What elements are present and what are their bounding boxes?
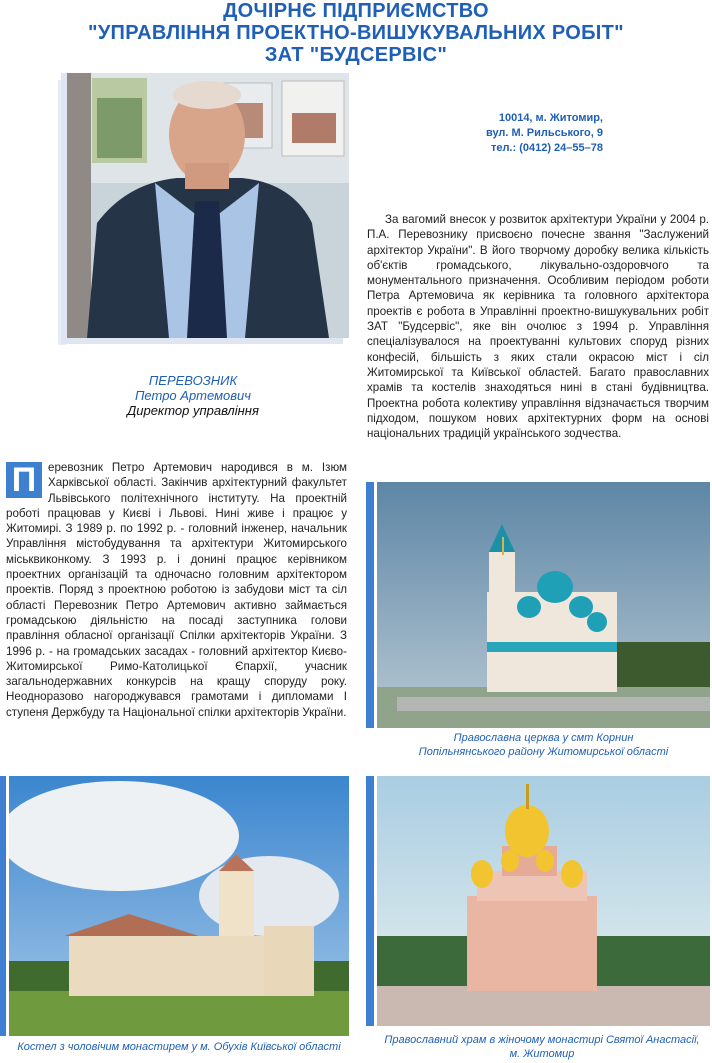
church-kornyn-caption-line-2: Попільнянського району Житомирської області [418, 746, 669, 758]
page-title [0, 0, 712, 66]
photo-accent-bar [366, 482, 374, 728]
photo-accent-bar [366, 776, 374, 1026]
title-line-1: ДОЧІРНЄ ПІДПРИЄМСТВО [223, 0, 489, 22]
kostel-obukhiv-photo [9, 776, 349, 1036]
biography [6, 460, 347, 720]
drop-cap: П [6, 462, 42, 498]
person-surname: ПЕРЕВОЗНИК [148, 373, 238, 388]
person-role: Директор управління [127, 403, 259, 418]
biography-text: еревозник Петро Артемович народився в м. Ізюм Харківської області. Закінчив архітектурний факультет Львівського політехнічного інституту. На проектній роботі працював у Києві і Львові. Нині живе і працює у Житомирі. З 1989 р. по 1992 р. - головний інженер, начальник Управління містобудування та архітектури Житомирського міськвиконкому. З 1993 р. і донині працює керівником проектних організацій та одночасно головним архітектором проектів. Поряд з проектною роботою із забудови міст та сіл області Перевозник Петро Артемович активно займається громадською діяльністю на посаді заступника голови правління обласної організації Спілки архітекторів України. З 1996 р. - на громадських засадах - головний архітектор Києво-Житомирської Римо-Католицької Єпархії, учасник загальнодержавних конкурсів на кращу споруду року. Неодноразово нагороджувався грамотами і дипломами І ступеня Держбуду та Національної спілки архітекторів України. [6, 461, 347, 719]
church-anastasia-photo [377, 776, 710, 1026]
church-anastasia-caption-line-2: м. Житомир [509, 1048, 575, 1060]
church-kornyn-caption-line-1: Православна церква у смт Корнин [453, 732, 634, 744]
title-line-3: ЗАТ "БУДСЕРВІС" [264, 44, 448, 66]
address-line-1: 10014, м. Житомир, [498, 112, 603, 124]
person-name: Петро Артемович [135, 388, 251, 403]
phone-line: тел.: (0412) 24–55–78 [490, 142, 603, 154]
portrait-frame [58, 80, 66, 345]
church-kornyn-photo [377, 482, 710, 728]
contact-address [430, 111, 603, 156]
portrait-caption [66, 373, 320, 418]
title-line-2: "УПРАВЛІННЯ ПРОЕКТНО-ВИШУКУВАЛЬНИХ РОБІТ" [88, 22, 624, 44]
church-anastasia-caption [372, 1033, 712, 1061]
address-line-2: вул. М. Рильського, 9 [485, 127, 603, 139]
photo-accent-bar [0, 776, 6, 1036]
church-anastasia-caption-line-1: Православний храм в жіночому монастирі Святої Анастасії, [384, 1034, 700, 1046]
kostel-caption: Костел з чоловічим монастирем у м. Обухів Київської області [17, 1041, 341, 1053]
church-kornyn-caption [377, 731, 710, 759]
director-portrait [67, 73, 349, 338]
intro-paragraph: За вагомий внесок у розвиток архітектури України у 2004 р. П.А. Перевознику присвоєно почесне звання "Заслужений архітектор України". В його творчому доробку велика кількість об'єктів громадського, лікувально-оздоровчого та монументального призначення. Особливим періодом роботи Петра Артемовича як керівника та головного архітектора проектів є робота в Управлінні проектно-вишукувальних робіт ЗАТ "Будсервіс", яке він очолює з 1994 р. Управління спеціалізувалося на проектуванні культових споруд різних конфесій, більшість з яких стали окрасою міст і сіл Житомирської та Київської областей. Багато православних храмів та костелів знаходяться нині в стані будівництва. Проектна робота колективу управління відзначається творчим підходом, пошуком нових архітектурних форм на основі національних традицій українського зодчества. [367, 213, 709, 441]
